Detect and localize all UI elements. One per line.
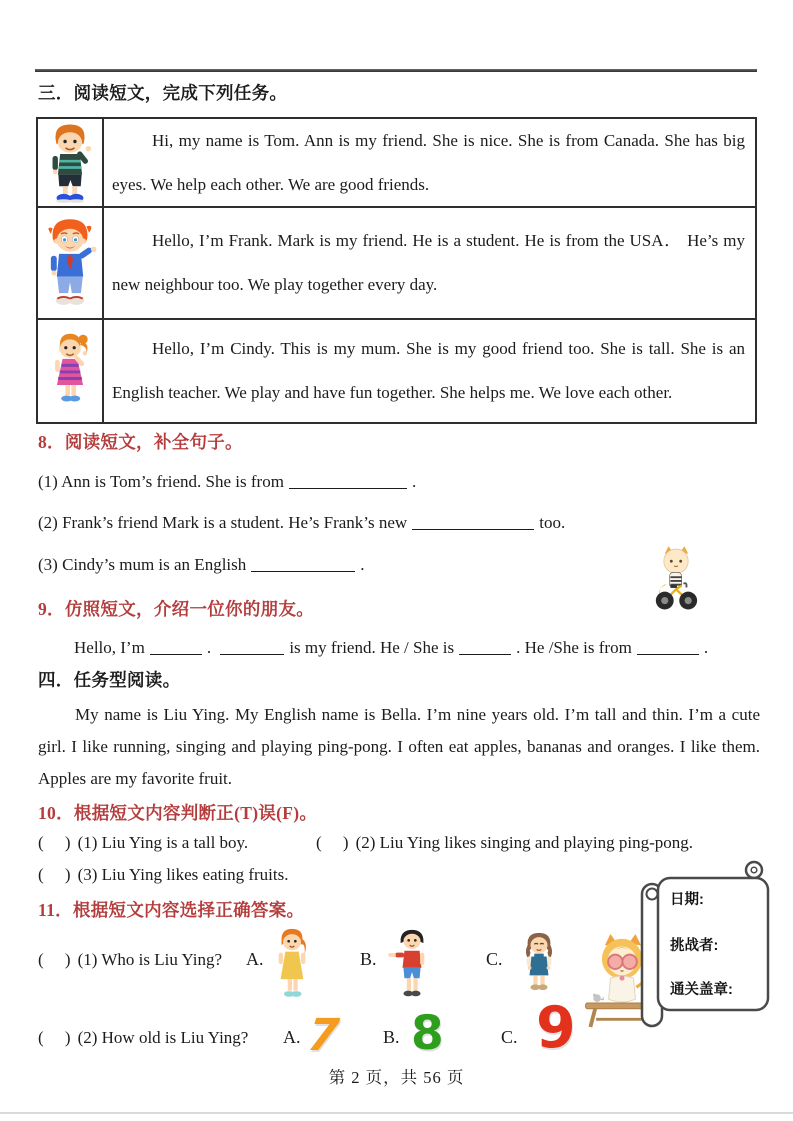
q10-item-2-text: (2) Liu Ying likes singing and playing ping-pong. (355, 833, 694, 852)
q11-q2-text (38, 1028, 248, 1048)
table-cell-text (104, 208, 755, 318)
q8-item-1-post: . (411, 472, 417, 491)
answer-bracket: ( ) (38, 865, 71, 884)
section4-passage: My name is Liu Ying. My English name is Bella. I’m nine years old. I’m tall and thin. I’m a cute girl. I like running, singing and playing ping-pong. I often eat apples, bananas and oranges. I like them. Apples are my favorite fruit. (38, 705, 760, 788)
q11-q1-label-b: B. (360, 949, 377, 969)
q11-q1-text (38, 950, 222, 970)
section4-title: 四．任务型阅读。 (38, 670, 181, 690)
q9-blank-3 (459, 639, 511, 655)
q11-title: 11．根据短文内容选择正确答案。 (38, 900, 305, 920)
answer-bracket: ( ) (38, 1028, 71, 1047)
answer-bracket: ( ) (38, 950, 71, 969)
q9-part-1: . (206, 638, 212, 657)
q9-title: 9．仿照短文，介绍一位你的朋友。 (38, 599, 315, 619)
table-row (38, 320, 755, 422)
q11-q1-label-c: C. (486, 949, 503, 969)
girl-cindy-icon (43, 329, 97, 413)
cat-on-bicycle-icon (646, 544, 706, 614)
q11-q2-question: (2) How old is Liu Ying? (77, 1028, 249, 1047)
q9-blank-2 (220, 639, 284, 655)
girl-yellow-dress-icon (270, 926, 314, 1002)
q8-item-1-pre: (1) Ann is Tom’s friend. She is from (38, 472, 284, 491)
q10-item-2 (316, 833, 693, 853)
q10-item-3 (38, 865, 288, 885)
passage-text-frank: Hello, I’m Frank. Mark is my friend. He is a student. He is from the USA． He’s my new neighbour too. We play together every day. (112, 231, 745, 294)
q9-blank-4 (637, 639, 699, 655)
q8-item-2-pre: (2) Frank’s friend Mark is a student. He’s Frank’s new (38, 513, 408, 532)
bottom-divider-line (0, 1112, 793, 1114)
stamp-challenger-label: 挑战者: (670, 938, 719, 954)
answer-bracket: ( ) (38, 833, 71, 852)
number-7: 7 (305, 1010, 342, 1061)
q10-title: 10．根据短文内容判断正(T)误(F)。 (38, 803, 318, 823)
q11-q1-label-a: A. (246, 949, 264, 969)
answer-bracket: ( ) (316, 833, 349, 852)
number-9: 9 (536, 995, 576, 1061)
table-row (38, 208, 755, 320)
q8-blank-1 (289, 473, 407, 489)
q8-title: 8．阅读短文，补全句子。 (38, 432, 243, 452)
page-footer: 第 2 页，共 56 页 (328, 1068, 465, 1087)
table-cell-image (38, 208, 104, 318)
passage-table (36, 117, 757, 424)
q8-item-2 (38, 513, 565, 533)
boy-frank-icon (39, 215, 101, 311)
q8-blank-3 (251, 556, 355, 572)
q9-part-0: Hello, I’m (74, 638, 145, 657)
q11-q2-label-c: C. (501, 1027, 518, 1047)
stamp-pass-seal-label: 通关盖章: (670, 982, 733, 998)
q9-template-line (74, 638, 708, 658)
table-cell-image (38, 119, 104, 206)
q9-part-3: . He /She is from (516, 638, 632, 657)
q11-q2-label-b: B. (383, 1027, 400, 1047)
q9-part-4: . (703, 638, 709, 657)
q8-item-1 (38, 472, 416, 492)
q9-part-2: is my friend. He / She is (289, 638, 455, 657)
q10-item-1 (38, 833, 248, 853)
passage-text-cindy: Hello, I’m Cindy. This is my mum. She is my good friend too. She is tall. She is an English teacher. We play and have fun together. She helps me. We love each other. (112, 339, 745, 402)
table-row (38, 119, 755, 208)
table-cell-image (38, 320, 104, 422)
q10-item-1-text: (1) Liu Ying is a tall boy. (77, 833, 249, 852)
table-cell-text (104, 320, 755, 422)
q8-item-3 (38, 555, 365, 575)
girl-blue-overalls-icon (516, 930, 562, 1000)
boy-red-shirt-icon (387, 928, 437, 1002)
q8-blank-2 (412, 514, 534, 530)
q8-item-3-post: . (360, 555, 365, 574)
table-cell-text (104, 119, 755, 206)
passage-text-tom: Hi, my name is Tom. Ann is my friend. She is nice. She is from Canada. She has big eyes. We help each other. We are good friends. (112, 130, 745, 194)
top-divider-line (35, 69, 757, 72)
q11-q1-question: (1) Who is Liu Ying? (77, 950, 223, 969)
q9-blank-1 (150, 639, 202, 655)
q8-item-2-post: too. (539, 513, 566, 532)
stamp-date-label: 日期: (670, 892, 704, 908)
number-8: 8 (411, 1006, 444, 1061)
q8-item-3-pre: (3) Cindy’s mum is an English (38, 555, 247, 574)
boy-tom-icon (41, 120, 99, 206)
q11-q2-label-a: A. (283, 1027, 301, 1047)
section3-title: 三．阅读短文，完成下列任务。 (38, 83, 288, 103)
q10-item-3-text: (3) Liu Ying likes eating fruits. (77, 865, 289, 884)
